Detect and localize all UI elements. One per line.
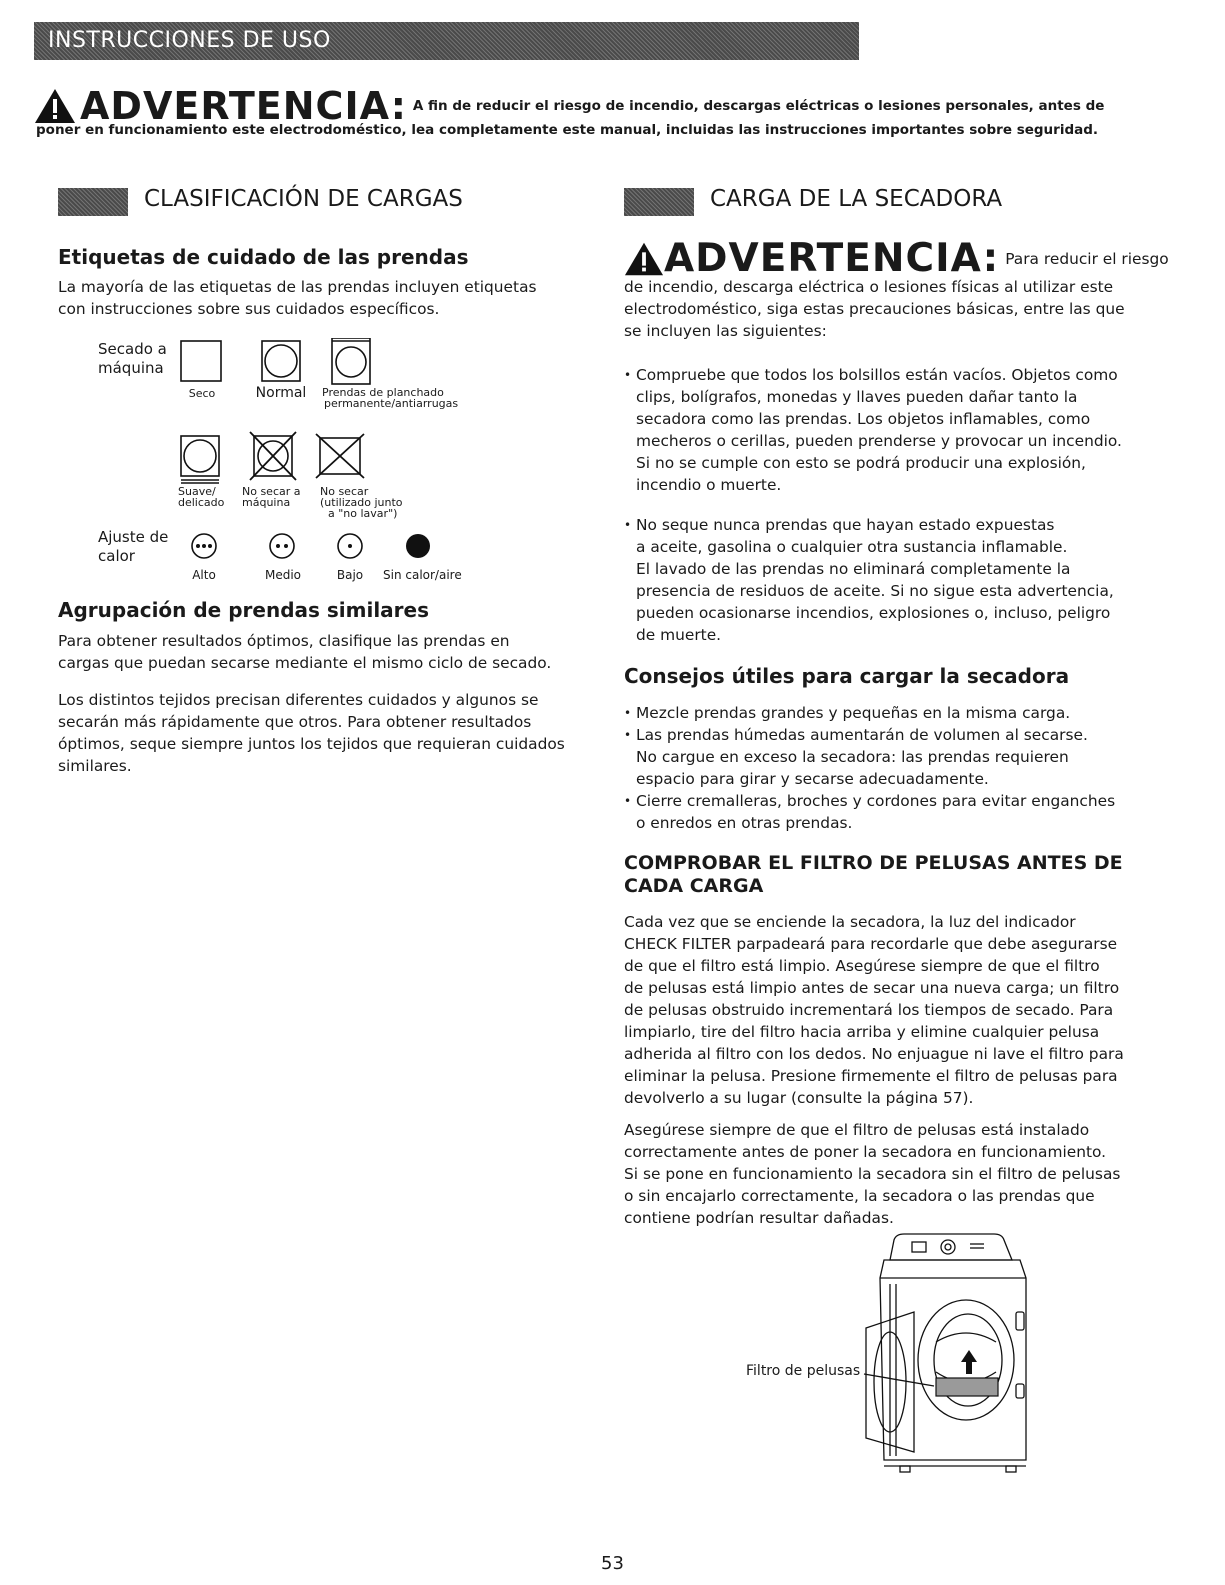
page-number: 53 (601, 1553, 624, 1574)
text-line: limpiarlo, tire del filtro hacia arriba y elimine cualquier pelusa (624, 1023, 1100, 1041)
warning-inline-text: Para reducir el riesgo (1005, 249, 1169, 268)
bullet-item (624, 514, 1114, 646)
text-line: CHECK FILTER parpadeará para recordarle que debe asegurarse (624, 935, 1118, 953)
label-line: Secado a (98, 340, 167, 358)
banner-title: INSTRUCCIONES DE USO (48, 28, 331, 53)
text-line: Cada vez que se enciende la secadora, la luz del indicador (624, 913, 1076, 931)
caption-line: Seco (188, 387, 216, 400)
high-heat-icon (192, 534, 216, 558)
caption-seco (182, 388, 222, 399)
text-line: presencia de residuos de aceite. Si no sigue esta advertencia, (636, 582, 1114, 600)
section-banner (34, 22, 859, 60)
tips-heading: Consejos útiles para cargar la secadora (624, 664, 1070, 688)
text-line: secadora como las prendas. Los objetos inflamables, como (636, 410, 1091, 428)
text-line: con instrucciones sobre sus cuidados específicos. (58, 300, 440, 318)
lint-filter-label: Filtro de pelusas (746, 1363, 861, 1379)
text-line: de que el filtro está limpio. Asegúrese siempre de que el filtro (624, 957, 1100, 975)
grouping-heading: Agrupación de prendas similares (58, 598, 430, 622)
caption-line: Suave/ (178, 485, 216, 498)
text-line: espacio para girar y secarse adecuadamente. (636, 770, 989, 788)
label-line: máquina (98, 359, 164, 377)
caption-medio: Medio (264, 568, 302, 582)
section-title: CARGA DE LA SECADORA (710, 186, 1003, 212)
care-labels-heading: Etiquetas de cuidado de las prendas (58, 245, 469, 269)
text-line: secarán más rápidamente que otros. Para obtener resultados (58, 713, 532, 731)
caption-line: No secar a (242, 485, 301, 498)
text-line: de muerte. (636, 626, 722, 644)
tumble-dry-normal-icon (262, 341, 300, 381)
tips-list (624, 702, 1115, 834)
text-line: • Cierre cremalleras, broches y cordones para evitar enganches (636, 792, 1116, 810)
text-line: adherida al filtro con los dedos. No enjuague ni lave el filtro para (624, 1045, 1124, 1063)
low-heat-icon (338, 534, 362, 558)
text-line: Los distintos tejidos precisan diferentes cuidados y algunos se (58, 691, 539, 709)
text-line: devolverlo a su lugar (consulte la página 57). (624, 1089, 974, 1107)
text-line: • Las prendas húmedas aumentarán de volumen al secarse. (636, 726, 1088, 744)
caption-line: (utilizado junto (320, 496, 403, 509)
caption-line: Normal (255, 385, 307, 401)
text-line: cargas que puedan secarse mediante el mismo ciclo de secado. (58, 654, 552, 672)
warning-triangle-icon (34, 88, 76, 124)
warning-bullet-2 (624, 514, 1114, 646)
tumble-dry-gentle-icon (181, 436, 219, 483)
text-line: a aceite, gasolina o cualquier otra sustancia inflamable. (636, 538, 1068, 556)
text-line: o enredos en otras prendas. (636, 814, 853, 832)
caption-sin-calor: Sin calor/aire (383, 568, 462, 582)
caption-bajo: Bajo (336, 568, 364, 582)
label-line: calor (98, 547, 135, 565)
caption-suave (178, 486, 224, 508)
grouping-para-1 (58, 630, 551, 674)
caption-normal (250, 384, 312, 403)
text-line: mecheros o cerillas, pueden prenderse y provocar un incendio. (636, 432, 1122, 450)
warning-word: ADVERTENCIA: (664, 236, 1000, 281)
filter-heading (624, 852, 1123, 898)
care-labels-text (58, 276, 537, 320)
caption-permanent-press (322, 387, 458, 409)
text-line: Si se pone en funcionamiento la secadora sin el filtro de pelusas (624, 1165, 1121, 1183)
caption-line: máquina (242, 496, 291, 509)
text-line: similares. (58, 757, 132, 775)
list-item (624, 724, 1115, 790)
heat-setting-label (98, 528, 168, 566)
warning-text-line1: A fin de reducir el riesgo de incendio, descargas eléctricas o lesiones personales, antes de (412, 98, 1105, 114)
section-marker (58, 188, 128, 216)
warning-triangle-icon (624, 241, 664, 277)
list-item (624, 702, 1115, 724)
dryer-illustration (856, 1232, 1056, 1484)
lint-filter-part (936, 1378, 998, 1396)
arrow-up-icon (961, 1350, 977, 1374)
warning-text-line2: poner en funcionamiento este electrodoméstico, lea completamente este manual, incluidas las instrucciones importantes sobre seguridad. (36, 122, 1099, 138)
caption-line: delicado (178, 496, 225, 509)
filter-para-2 (624, 1119, 1120, 1229)
text-line: • Mezcle prendas grandes y pequeñas en la misma carga. (636, 704, 1071, 722)
text-line: contiene podrían resultar dañadas. (624, 1209, 894, 1227)
text-line: La mayoría de las etiquetas de las prendas incluyen etiquetas (58, 278, 537, 296)
text-line: clips, bolígrafos, monedas y llaves pueden dañar tanto la (636, 388, 1078, 406)
caption-no-secar (320, 486, 403, 519)
text-line: electrodoméstico, siga estas precauciones básicas, entre las que (624, 300, 1125, 318)
section-title: CLASIFICACIÓN DE CARGAS (144, 186, 463, 212)
warning-word: ADVERTENCIA: (80, 84, 407, 128)
text-line: Asegúrese siempre de que el filtro de pelusas está instalado (624, 1121, 1090, 1139)
loading-warning (624, 236, 1169, 281)
text-line: Para obtener resultados óptimos, clasifique las prendas en (58, 632, 510, 650)
text-line: correctamente antes de poner la secadora en funcionamiento. (624, 1143, 1107, 1161)
text-line: • No seque nunca prendas que hayan estado expuestas (636, 516, 1055, 534)
bullet-item (624, 364, 1122, 496)
text-line: o sin encajarlo correctamente, la secadora o las prendas que (624, 1187, 1095, 1205)
text-line: eliminar la pelusa. Presione firmemente el filtro de pelusas para (624, 1067, 1118, 1085)
warning-bullet-1 (624, 364, 1122, 496)
grouping-para-2 (58, 689, 565, 777)
section-marker (624, 188, 694, 216)
filter-para-1 (624, 911, 1124, 1109)
label-line: Ajuste de (98, 528, 169, 546)
caption-line: Prendas de planchado (322, 386, 444, 399)
heading-line: COMPROBAR EL FILTRO DE PELUSAS ANTES DE (624, 852, 1123, 874)
dry-square-icon (181, 341, 221, 381)
text-line: de incendio, descarga eléctrica o lesiones físicas al utilizar este (624, 278, 1114, 296)
text-line: No cargue en exceso la secadora: las prendas requieren (636, 748, 1069, 766)
heading-line: CADA CARGA (624, 875, 764, 897)
caption-alto: Alto (192, 568, 216, 582)
caption-line: No secar (320, 485, 369, 498)
medium-heat-icon (270, 534, 294, 558)
loading-warning-text (624, 276, 1125, 342)
caption-line: a "no lavar") (328, 507, 398, 520)
text-line: Si no se cumple con esto se podrá producir una explosión, (636, 454, 1086, 472)
list-item (624, 790, 1115, 834)
caption-line: permanente/antiarrugas (324, 397, 459, 410)
text-line: óptimos, seque siempre juntos los tejidos que requieran cuidados (58, 735, 565, 753)
caption-no-secar-maquina (242, 486, 301, 508)
text-line: El lavado de las prendas no eliminará completamente la (636, 560, 1071, 578)
text-line: de pelusas obstruido incrementará los tiempos de secado. Para (624, 1001, 1114, 1019)
do-not-tumble-dry-icon (250, 432, 296, 480)
text-line: • Compruebe que todos los bolsillos están vacíos. Objetos como (636, 366, 1118, 384)
section-heading-clasificacion (58, 186, 558, 218)
section-heading-carga (624, 186, 1184, 218)
care-symbols (180, 338, 500, 598)
tumble-dry-permanent-press-icon (332, 338, 370, 384)
text-line: de pelusas está limpio antes de secar una nueva carga; un filtro (624, 979, 1120, 997)
no-heat-icon (406, 534, 430, 558)
machine-dry-label (98, 340, 178, 378)
do-not-dry-icon (316, 434, 364, 478)
text-line: se incluyen las siguientes: (624, 322, 827, 340)
text-line: incendio o muerte. (636, 476, 782, 494)
text-line: pueden ocasionarse incendios, explosiones o, incluso, peligro (636, 604, 1111, 622)
